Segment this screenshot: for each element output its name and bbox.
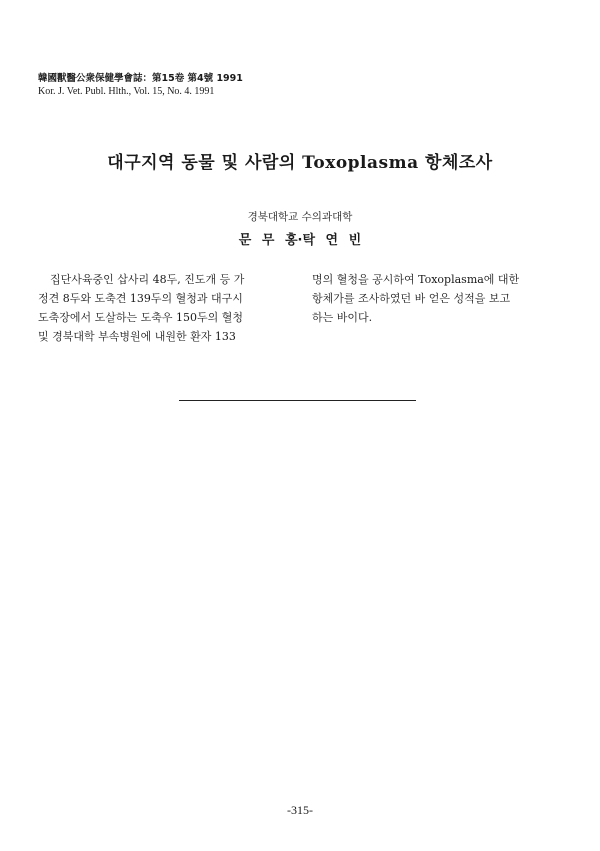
- article-title: 대구지역 동물 및 사람의 Toxoplasma 항체조사: [107, 153, 493, 173]
- body-line: 하는 바이다.: [312, 311, 373, 324]
- body-line: 항체가를 조사하였던 바 얻은 성적을 보고: [312, 292, 511, 305]
- section-divider: [179, 400, 416, 401]
- body-column-left: [38, 270, 280, 346]
- author-names: 문 무 홍·탁 연 빈: [238, 233, 362, 248]
- body-line: 도축장에서 도살하는 도축우 150두의 혈청: [38, 311, 243, 324]
- journal-header-english: Kor. J. Vet. Publ. Hlth., Vol. 15, No. 4. 1991: [38, 86, 215, 97]
- body-line: 정견 8두와 도축견 139두의 혈청과 대구시: [38, 292, 243, 305]
- body-line: 집단사육중인 삽사리 48두, 진도개 등 가: [50, 273, 245, 286]
- journal-header-korean: 韓國獸醫公衆保健學會誌：第15卷 第4號 1991: [38, 73, 243, 84]
- body-column-right: [312, 270, 562, 327]
- body-line: 명의 혈청을 공시하여 Toxoplasma에 대한: [312, 273, 520, 286]
- author-affiliation: 경북대학교 수의과대학: [247, 211, 353, 223]
- body-line: 및 경북대학 부속병원에 내원한 환자 133: [38, 330, 236, 343]
- page-number: -315-: [287, 803, 313, 817]
- journal-header: [38, 72, 243, 98]
